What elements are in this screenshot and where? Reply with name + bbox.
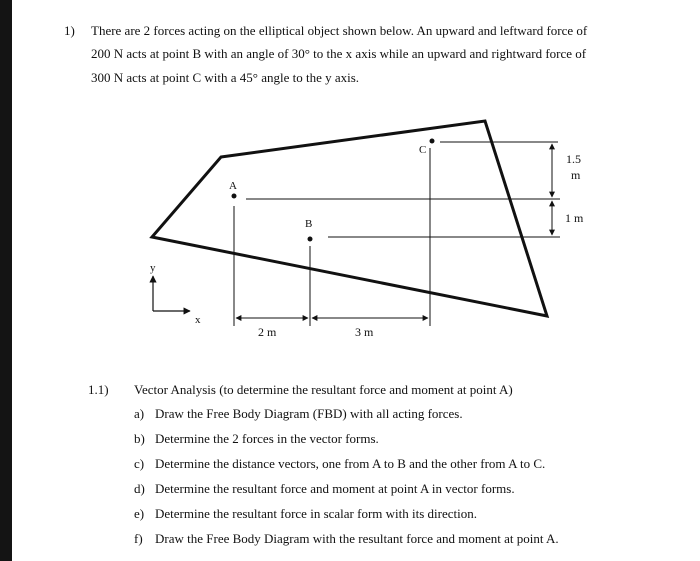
task-text-c: Determine the distance vectors, one from A to B and the other from A to C.	[155, 456, 546, 471]
problem-line-3: 300 N acts at point C with a 45° angle to the y axis.	[91, 70, 360, 85]
x-axis-label: x	[195, 314, 201, 326]
section-title: Vector Analysis (to determine the resultant force and moment at point A)	[134, 382, 513, 397]
dim-15m-value: 1.5	[566, 152, 581, 166]
task-text-b: Determine the 2 forces in the vector forms.	[155, 431, 379, 446]
point-b-dot	[308, 237, 313, 242]
section-number: 1.1)	[88, 382, 109, 397]
task-letter-e: e)	[134, 506, 145, 521]
dim-15m-unit: m	[571, 168, 581, 182]
task-text-a: Draw the Free Body Diagram (FBD) with all acting forces.	[155, 406, 463, 421]
y-axis-label: y	[150, 262, 156, 274]
problem-line-1: There are 2 forces acting on the elliptical object shown below. An upward and leftward force of	[91, 23, 588, 38]
task-letter-f: f)	[134, 531, 143, 546]
task-letter-d: d)	[134, 481, 145, 496]
task-text-f: Draw the Free Body Diagram with the resultant force and moment at point A.	[155, 531, 559, 546]
problem-number: 1)	[64, 23, 75, 38]
problem-line-2: 200 N acts at point B with an angle of 30° to the x axis while an upward and rightward force of	[91, 46, 587, 61]
task-text-e: Determine the resultant force in scalar form with its direction.	[155, 506, 477, 521]
point-c-dot	[430, 139, 435, 144]
task-letter-c: c)	[134, 456, 145, 471]
point-a-dot	[232, 194, 237, 199]
task-text-d: Determine the resultant force and moment at point A in vector forms.	[155, 481, 515, 496]
dim-3m-label: 3 m	[355, 325, 374, 339]
point-b-label: B	[305, 218, 313, 230]
dim-2m-label: 2 m	[258, 325, 277, 339]
task-letter-b: b)	[134, 431, 145, 446]
dim-1m-label: 1 m	[565, 211, 584, 225]
point-a-label: A	[229, 180, 237, 192]
point-c-label: C	[419, 144, 427, 156]
task-letter-a: a)	[134, 406, 145, 421]
object-outline	[152, 121, 547, 316]
